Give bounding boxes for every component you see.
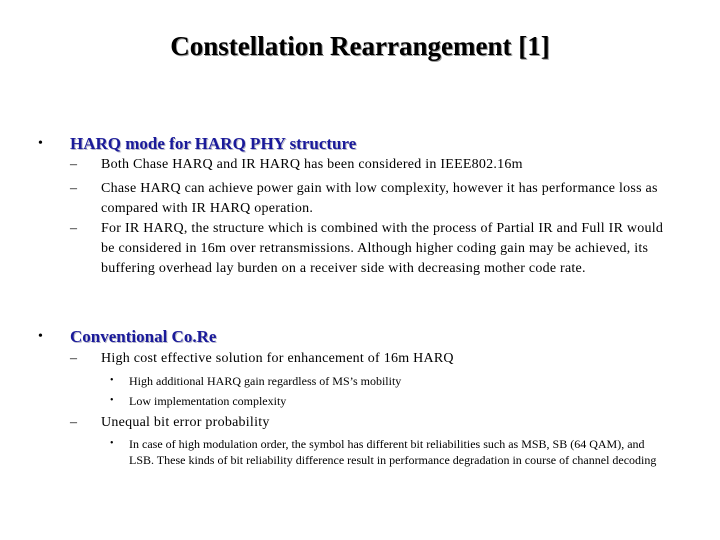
list-item-text: For IR HARQ, the structure which is combined with the process of Partial IR and Full IR would be considered in 16m over retransmissions. Although higher coding gain may be achieved, its buffering overhead lay burden on a receiver side with decreasing mother code rate. xyxy=(101,221,664,276)
list-item-text: Chase HARQ can achieve power gain with low complexity, however it has performance loss as compared with IR HARQ operation. xyxy=(101,181,658,216)
bullet-icon: • xyxy=(110,438,114,449)
section-heading: HARQ mode for HARQ PHY structure xyxy=(70,134,357,153)
dash-icon: – xyxy=(70,221,78,236)
bullet-icon: • xyxy=(110,395,114,406)
bullet-icon: • xyxy=(38,136,43,151)
sub-list-item-text: Low implementation complexity xyxy=(129,394,287,408)
list-item-text: Both Chase HARQ and IR HARQ has been considered in IEEE802.16m xyxy=(101,157,523,172)
dash-icon: – xyxy=(70,181,78,196)
sub-list-item-text: High additional HARQ gain regardless of MS’s mobility xyxy=(129,374,402,388)
slide-title: Constellation Rearrangement [1] xyxy=(170,31,550,61)
sub-list-item-text: In case of high modulation order, the symbol has different bit reliabilities such as MSB, SB (64 QAM), and LSB. These kinds of bit reliability difference result in performance degradation in course of channel decoding xyxy=(129,437,657,467)
bullet-icon: • xyxy=(38,329,43,344)
bullet-icon: • xyxy=(110,375,114,386)
list-item-text: High cost effective solution for enhancement of 16m HARQ xyxy=(101,351,454,366)
dash-icon: – xyxy=(70,157,78,172)
dash-icon: – xyxy=(70,415,78,430)
list-item-text: Unequal bit error probability xyxy=(101,415,270,430)
section-heading: Conventional Co.Re xyxy=(70,327,217,346)
dash-icon: – xyxy=(70,351,78,366)
